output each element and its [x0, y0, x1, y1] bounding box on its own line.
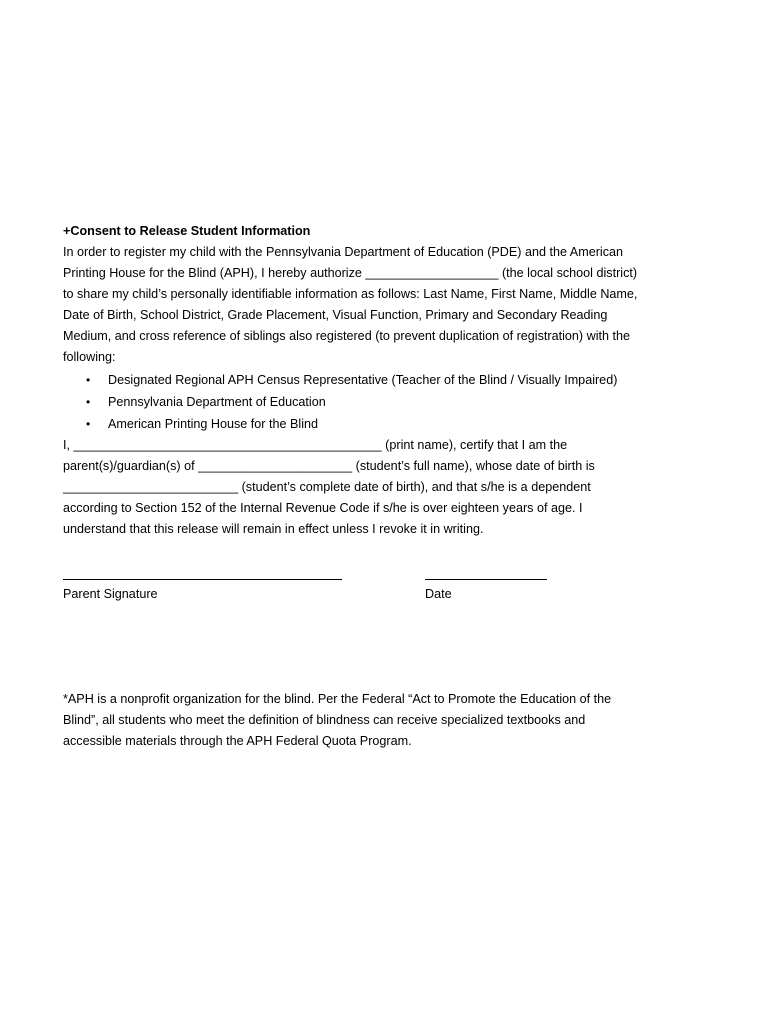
paragraph-line: to share my child’s personally identifiable information as follows: Last Name, First Name, Middle Name, [63, 287, 638, 301]
list-item-text: Designated Regional APH Census Representative (Teacher of the Blind / Visually Impaired) [108, 373, 618, 387]
certify-line: understand that this release will remain in effect unless I revoke it in writing. [63, 522, 484, 536]
paragraph-line: Printing House for the Blind (APH), I hereby authorize ___________________ (the local school district) [63, 266, 638, 280]
paragraph-line: Medium, and cross reference of siblings also registered (to prevent duplication of registration) with the [63, 329, 631, 343]
bullet-icon: • [86, 373, 91, 387]
bullet-icon: • [86, 417, 91, 431]
bullet-icon: • [86, 395, 91, 409]
certify-line: I, ____________________________________________ (print name), certify that I am the [63, 438, 568, 452]
paragraph-line: Date of Birth, School District, Grade Placement, Visual Function, Primary and Secondary Reading [63, 308, 608, 322]
list-item-text: American Printing House for the Blind [108, 417, 318, 431]
footnote-line: accessible materials through the APH Federal Quota Program. [63, 734, 412, 748]
date-field[interactable] [425, 579, 547, 580]
date-label: Date [425, 587, 452, 601]
certify-line: according to Section 152 of the Internal Revenue Code if s/he is over eighteen years of age. I [63, 501, 583, 515]
parent-signature-label: Parent Signature [63, 587, 158, 601]
list-item [86, 394, 326, 410]
certify-line: parent(s)/guardian(s) of ______________________ (student’s full name), whose date of birth is [63, 459, 595, 473]
paragraph-line: In order to register my child with the Pennsylvania Department of Education (PDE) and the American [63, 245, 623, 259]
certify-line: _________________________ (student’s complete date of birth), and that s/he is a dependent [63, 480, 591, 494]
footnote-line: Blind”, all students who meet the definition of blindness can receive specialized textbooks and [63, 713, 586, 727]
list-item [86, 416, 318, 432]
footnote-line: *APH is a nonprofit organization for the blind. Per the Federal “Act to Promote the Education of the [63, 692, 612, 706]
parent-signature-field[interactable] [63, 579, 342, 580]
list-item-text: Pennsylvania Department of Education [108, 395, 326, 409]
list-item [86, 372, 617, 388]
form-title: +Consent to Release Student Information [63, 224, 311, 238]
paragraph-line: following: [63, 350, 116, 364]
